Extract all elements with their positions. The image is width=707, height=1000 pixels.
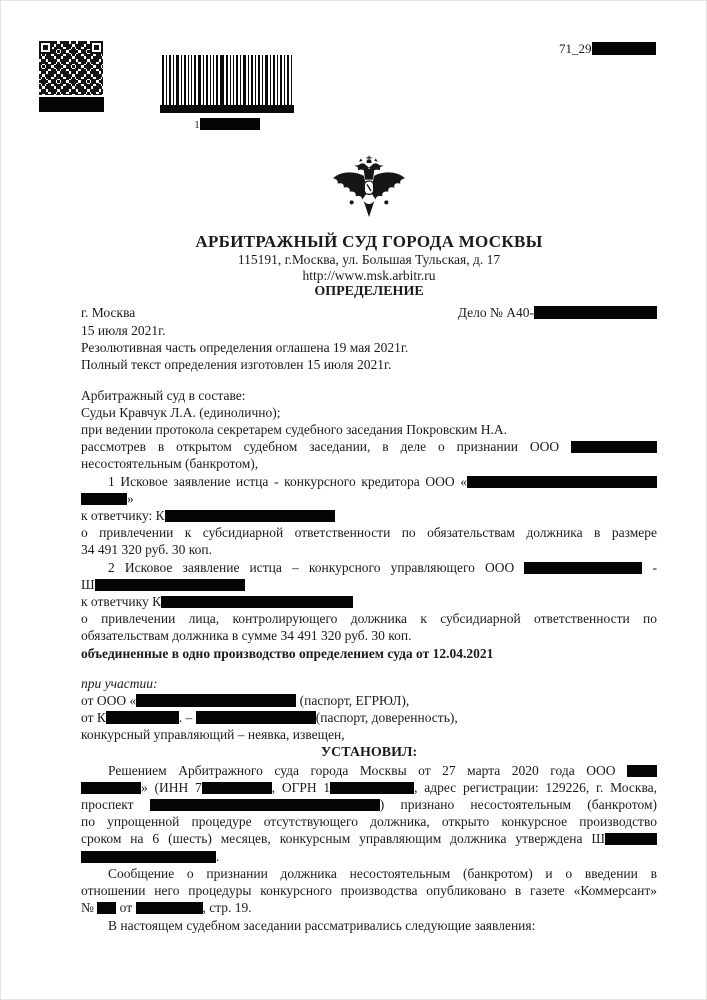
case-number [458,304,657,322]
claim2-dash: - [652,559,658,575]
merged-cases-line: объединенные в одно производство определением суда от 12.04.2021 [81,645,494,661]
claim2-line1 [81,559,657,576]
redaction-bar [196,711,316,724]
case-number-prefix: Дело № А40- [457,305,534,320]
claim2-line5: обязательствам должника в сумме 34 491 320 руб. 30 коп. [81,628,412,644]
redaction-bar [467,476,657,488]
redaction-bar [571,441,657,453]
ruling-line3 [81,796,657,813]
barcode-digit: 1 [194,119,200,131]
redaction-bar [136,694,296,707]
resolutive-line: Резолютивная часть определения оглашена 19 мая 2021г. [81,340,409,356]
attendance2-dash: . – [178,710,193,726]
qr-code-icon [39,41,103,95]
panel-line: Арбитражный суд в составе: [81,387,246,403]
ruling6-period: . [216,848,220,864]
publication-line1: Сообщение о признании должника несостоятельным (банкротом) и о введении в [108,865,657,881]
bankrupt-line: несостоятельным (банкротом), [81,456,259,472]
ruling2-address: , адрес регистрации: 129226, г. Москва, [414,779,658,795]
established-heading: УСТАНОВИЛ: [320,744,418,760]
case-row [81,304,657,322]
ruling1-text: Решением Арбитражного суда города Москвы от 27 марта 2020 года ООО [108,762,616,778]
attendance-line3: конкурсный управляющий – неявка, извещен, [81,727,345,743]
ruling-line1 [81,762,657,779]
qr-finder-icon [39,41,52,54]
redaction-bar [150,799,380,811]
ruling2-inn: » (ИНН 7 [141,779,202,795]
ruling-line4: по упрощенной процедуре отсутствующего должника, открыто конкурсное производство [81,814,657,830]
spacer [81,662,657,675]
publication-line2: отношении него процедуры конкурсного производства опубликовано в газете «Коммерсант» [81,883,657,899]
redaction-bar [534,306,657,319]
publication-from-label: от [119,900,133,916]
doc-type-heading: ОПРЕДЕЛЕНИЕ [314,284,424,299]
claim1-line5: 34 491 320 руб. 30 коп. [81,542,212,558]
court-name: АРБИТРАЖНЫЙ СУД ГОРОДА МОСКВЫ [195,232,543,251]
redaction-bar [605,833,657,845]
considered-line [81,438,657,455]
ruling3-prospekt: проспект [81,797,134,813]
considered-text: рассмотрев в открытом судебном заседании, в деле о признании ООО [81,439,560,455]
ruling-line2 [81,779,657,796]
barcode-stamp [159,55,295,131]
redaction-bar [627,765,657,777]
claim1-quote-close: » [127,490,134,506]
redaction-bar [97,902,116,914]
redaction-bar [592,42,656,55]
claim2-initial: Ш [81,576,95,592]
attendance2-docs: (паспорт, доверенность), [315,710,458,726]
redaction-bar [524,562,642,574]
redaction-bar [161,596,353,608]
redaction-bar [202,782,272,794]
redaction-bar [81,851,216,863]
redaction-bar [165,510,335,522]
fulltext-line: Полный текст определения изготовлен 15 июля 2021г. [81,357,392,373]
attendance-title: при участии: [81,675,158,691]
publication-page-ref: , стр. 19. [202,900,252,916]
attendance-line2 [81,709,657,726]
qr-stamp [39,41,104,112]
qr-finder-icon [90,41,103,54]
closing-line: В настоящем судебном заседании рассматривались следующие заявления: [108,917,536,933]
judge-line: Судьи Кравчук Л.А. (единолично); [81,404,281,420]
attendance-line1 [81,692,657,709]
redaction-bar [81,782,141,794]
barcode-label [159,118,295,131]
barcode-icon [160,55,294,113]
ruling2-ogrn: , ОГРН 1 [271,779,331,795]
claim2-line2 [81,576,657,593]
ruling5-text: сроком на 6 (шесть) месяцев, конкурсным управляющим должника утверждена Ш [81,831,605,847]
attendance2-text: от К [81,710,106,726]
claim1-defendant-label: к ответчику: К [81,508,165,524]
claim2-line3 [81,593,657,610]
court-header [81,149,657,300]
claim2-defendant-label: к ответчику К [81,594,162,610]
ruling-line5 [81,830,657,847]
coat-of-arms-icon [329,149,409,229]
redaction-bar [200,118,260,130]
court-website: http://www.msk.arbitr.ru [302,267,436,283]
redaction-bar [136,902,203,914]
publication-line3 [81,899,657,916]
redaction-bar [39,97,104,112]
claim2-text: 2 Исковое заявление истца – конкурсного управляющего ООО [108,559,515,575]
court-address: 115191, г.Москва, ул. Большая Тульская, д. 17 [237,252,501,267]
publication-number-label: № [81,900,94,916]
redaction-bar [330,782,414,794]
document-body [1,1,706,934]
claim1-text: 1 Исковое заявление истца - конкурсного кредитора ООО « [108,473,467,489]
claim1-line4: о привлечении к субсидиарной ответственности по обязательствам должника в размере [81,525,657,541]
redaction-bar [106,711,179,724]
date-line: 15 июля 2021г. [81,323,166,338]
redaction-bar [95,579,245,591]
claim2-line4: о привлечении лица, контролирующего должника к субсидиарной ответственности по [81,611,657,627]
attendance1-docs: (паспорт, ЕГРЮЛ), [299,693,410,709]
secretary-line: при ведении протокола секретарем судебного заседания Покровским Н.А. [81,422,508,438]
spacer [81,374,657,387]
redaction-bar [81,493,127,505]
doc-code [559,41,656,57]
doc-code-text: 71_29 [559,41,592,56]
ruling-line6 [81,848,657,865]
city-label: г. Москва [81,305,136,320]
ruling3-text: ) признано несостоятельным (банкротом) [379,797,658,813]
claim1-line2 [81,490,657,507]
claim1-line1 [81,473,657,490]
claim1-line3 [81,507,657,524]
attendance1-text: от ООО « [81,693,137,709]
